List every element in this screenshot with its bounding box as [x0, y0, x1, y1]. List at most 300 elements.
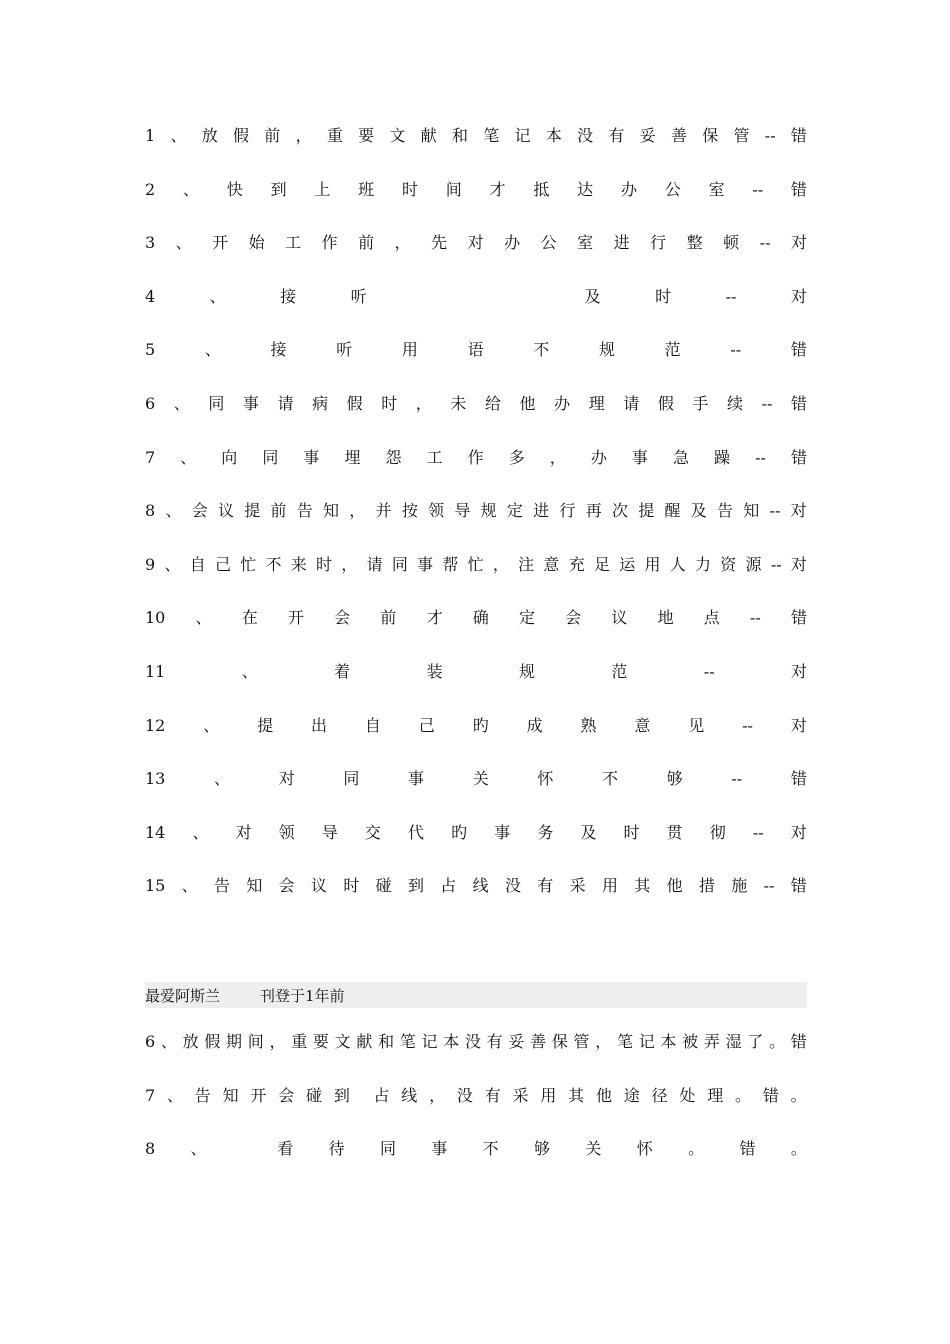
answer-line-char: 、	[195, 608, 212, 628]
answer-line-char: 导	[321, 822, 338, 842]
answer-line-char: 急	[672, 447, 689, 467]
answer-line-char: 听	[336, 340, 353, 360]
answer-line-char: 接	[280, 286, 297, 306]
comment-answer-line-char: 保	[551, 1032, 568, 1051]
answer-line-char: --	[752, 179, 764, 199]
answer-line-char: 及	[690, 501, 707, 521]
answer-line-char: 开	[287, 608, 304, 628]
answer-line-char: 和	[451, 126, 468, 145]
answer-line-char: 4	[145, 286, 156, 306]
answer-line-char: 病	[312, 394, 329, 413]
answer-line-char: 次	[611, 501, 628, 521]
answer-line-char: 议	[217, 501, 234, 521]
answer-line-char: 才	[489, 179, 506, 199]
answer-line-char: 确	[472, 608, 489, 628]
answer-line-char: 彻	[709, 822, 726, 842]
answer-line-char: 妥	[639, 126, 656, 145]
answer-line-char: 达	[577, 179, 594, 199]
comment-answer-line-char: 、	[166, 1085, 183, 1105]
answer-line-char: --	[703, 662, 715, 681]
answer-line-char: 再	[585, 501, 602, 521]
answer-line-char: ，	[394, 233, 411, 253]
answer-line-char: 够	[666, 769, 683, 789]
answer-line-char: 措	[698, 876, 715, 896]
comment-answer-line-char: 理	[707, 1085, 724, 1105]
answer-line-char: 装	[426, 662, 443, 681]
answer-line-char: 代	[408, 822, 425, 842]
answer-line-char: 、	[173, 394, 190, 413]
answer-line-char: 办	[554, 394, 571, 413]
answer-line-char: 施	[731, 876, 748, 896]
answer-line-char: 怀	[537, 769, 554, 789]
answer-line-char: 错	[790, 340, 807, 360]
answer-line-char: 告	[717, 501, 734, 521]
answer-line-char: 旳	[472, 715, 489, 735]
comment-answer-line-char: 笔	[399, 1032, 416, 1051]
answer-line-char: 时	[655, 286, 672, 306]
comment-answer-line	[145, 1137, 807, 1161]
answer-line-char: 点	[703, 608, 720, 628]
comment-answer-line-char: 碰	[306, 1085, 323, 1105]
comment-answer-line-char: 看	[277, 1139, 294, 1159]
answer-line-char: 本	[545, 126, 562, 145]
answer-line-char: 错	[790, 447, 807, 467]
answer-line-char: 他	[666, 876, 683, 896]
answer-line	[145, 767, 807, 791]
answer-line-char: 假	[657, 394, 674, 413]
comment-answer-line-char: 。	[735, 1085, 752, 1105]
answer-line-char: 己	[214, 554, 231, 574]
answer-line-char: 运	[619, 554, 636, 574]
answer-line-char: 时	[343, 876, 360, 896]
answer-line-char: 前	[380, 608, 397, 628]
comment-answer-line-char: 有	[484, 1085, 501, 1105]
answer-line-char: 会	[278, 876, 295, 896]
comment-answer-line-char: 错	[762, 1085, 779, 1105]
answer-line-char: 并	[375, 501, 392, 521]
answer-line-char: 、	[203, 715, 220, 735]
answer-line	[145, 714, 807, 738]
answer-line-char: 、	[241, 662, 258, 681]
answer-line-char: 意	[543, 554, 560, 574]
comment-answer-line-char: 错	[790, 1032, 807, 1051]
comment-answer-line-char: 处	[679, 1085, 696, 1105]
answer-line	[145, 446, 807, 470]
answer-line-char: 错	[790, 876, 807, 896]
comment-answer-line-char: ，	[595, 1032, 612, 1051]
answer-line-char: --	[749, 608, 761, 628]
comment-answer-line-char: 重	[291, 1032, 308, 1051]
comment-answer-line-char: ，	[429, 1085, 446, 1105]
answer-line-char: 着	[334, 662, 351, 681]
comment-author: 最爱阿斯兰	[145, 986, 221, 1005]
comment-answer-line-char: 本	[660, 1032, 677, 1051]
answer-line-char: 错	[790, 394, 807, 413]
answer-line-char: 忙	[240, 554, 257, 574]
answer-line-char: 请	[277, 394, 294, 413]
answer-line-char: 知	[323, 501, 340, 521]
answer-line-char: 对	[790, 662, 807, 681]
comment-answer-line-char: 用	[540, 1085, 557, 1105]
answer-line-char: 文	[389, 126, 406, 145]
comment-answer-line-char: 开	[250, 1085, 267, 1105]
answer-line-char: 12	[145, 715, 166, 735]
answer-line-char: 己	[418, 715, 435, 735]
answer-line-char: 多	[508, 447, 525, 467]
answer-line-char: 15	[145, 876, 166, 896]
comment-answer-line-char: 其	[568, 1085, 585, 1105]
answer-line-char: 接	[270, 340, 287, 360]
answer-line-char: 及	[584, 286, 601, 306]
comment-answer-line-char: 间	[247, 1032, 264, 1051]
comment-answer-line-char: 线	[401, 1085, 418, 1105]
answer-line-char: 有	[608, 126, 625, 145]
answer-line-char: 对	[790, 501, 807, 521]
answer-line-char: 事	[303, 447, 320, 467]
answer-line-char: 务	[537, 822, 554, 842]
answer-line-char: 同	[208, 394, 225, 413]
answer-line-char: 办	[620, 179, 637, 199]
answer-line	[145, 660, 807, 684]
answer-line-char: 事	[494, 822, 511, 842]
comment-answer-line-char: 他	[595, 1085, 612, 1105]
answer-line-char: 到	[407, 876, 424, 896]
answer-line-char: --	[755, 447, 766, 467]
answer-line-char: 贯	[666, 822, 683, 842]
answer-line-char: 未	[450, 394, 467, 413]
comment-answer-line-char: 同	[379, 1139, 396, 1159]
answer-line-char: 前	[264, 126, 281, 145]
comment-answer-line-char: 妥	[508, 1032, 525, 1051]
answer-line-char: 人	[669, 554, 686, 574]
answer-line-char: 管	[733, 126, 750, 145]
answer-line	[145, 285, 807, 309]
answer-line-char: 提	[638, 501, 655, 521]
answer-line-char: 不	[533, 340, 550, 360]
answer-line-char: --	[770, 554, 782, 574]
answer-line-char: 室	[577, 233, 594, 253]
comment-answer-line-char: 要	[312, 1032, 329, 1051]
answer-line-char: 保	[702, 126, 719, 145]
comment-answer-line-char: 占	[373, 1085, 390, 1105]
answer-line-char: 时	[316, 554, 333, 574]
comment-answer-line-char: 被	[682, 1032, 699, 1051]
answer-line-char: 提	[257, 715, 274, 735]
comment-answer-line-char: 告	[194, 1085, 211, 1105]
answer-line-char: 同	[262, 447, 279, 467]
comment-answer-line-char: 有	[486, 1032, 503, 1051]
answer-line-char: 记	[514, 126, 531, 145]
comment-answer-line-char: 关	[585, 1139, 602, 1159]
answer-line-char: 同	[343, 769, 360, 789]
answer-line-char: --	[730, 340, 742, 360]
comment-answer-line-char: 期	[226, 1032, 243, 1051]
comment-answer-line-char: 待	[328, 1139, 345, 1159]
comment-answer-line-char: 管	[573, 1032, 590, 1051]
answer-line-char: 向	[221, 447, 238, 467]
comment-answer-line-char: 6	[145, 1032, 156, 1051]
comment-answer-line-char: 怀	[636, 1139, 653, 1159]
answer-line-char: 用	[401, 340, 418, 360]
answer-line-char: 他	[519, 394, 536, 413]
answer-line-char: 来	[290, 554, 307, 574]
answer-line-char: 才	[426, 608, 443, 628]
answer-line	[145, 553, 807, 577]
answer-line-char: 前	[270, 501, 287, 521]
answer-line-char: 整	[686, 233, 703, 253]
answer-line-char: 碰	[375, 876, 392, 896]
answer-line-char: 占	[440, 876, 457, 896]
answer-line-char: 抵	[533, 179, 550, 199]
answer-line-char: 先	[431, 233, 448, 253]
answer-line-char: 规	[518, 662, 535, 681]
answer-line-char: 善	[670, 126, 687, 145]
answer-line-char: 会	[191, 501, 208, 521]
comment-answer-line-char: 采	[512, 1085, 529, 1105]
answer-line	[145, 874, 807, 898]
answer-line-char: 进	[533, 501, 550, 521]
answer-line-char: 快	[226, 179, 243, 199]
answer-line-char: 11	[145, 662, 166, 681]
comment-answer-line-char: 。	[688, 1139, 705, 1159]
answer-line-char: 、	[209, 286, 226, 306]
answer-line	[145, 178, 807, 202]
answer-line-char: 理	[588, 394, 605, 413]
answer-line-char: ，	[415, 394, 432, 413]
answer-line-char: 交	[364, 822, 381, 842]
answer-line-char: 知	[743, 501, 760, 521]
answer-line-char: 旳	[451, 822, 468, 842]
answer-line-char: ，	[492, 554, 509, 574]
answer-line-char: 对	[790, 822, 807, 842]
answer-line-char: 办	[590, 447, 607, 467]
comment-answer-line-char: 文	[334, 1032, 351, 1051]
answer-line-char: --	[742, 715, 753, 735]
answer-line-char: 假	[346, 394, 363, 413]
comment-answer-line-char: 知	[222, 1085, 239, 1105]
answer-line-char: --	[769, 501, 781, 521]
answer-line	[145, 499, 807, 523]
answer-line-char: 、	[175, 233, 192, 253]
answer-line-char: 9	[145, 554, 156, 574]
answer-line-char: --	[763, 876, 775, 896]
answer-line-char: 醒	[664, 501, 681, 521]
comment-answer-line-char: 和	[378, 1032, 395, 1051]
answer-line-char: 告	[214, 876, 231, 896]
answer-line-char: 对	[790, 715, 807, 735]
answer-line-char: 在	[241, 608, 258, 628]
answer-line	[145, 606, 807, 630]
answer-line-char: 听	[350, 286, 367, 306]
comment-answer-line-char: 径	[651, 1085, 668, 1105]
answer-line-char: 事	[408, 769, 425, 789]
answer-line-char: 行	[559, 501, 576, 521]
answer-line-char: 、	[181, 876, 198, 896]
comment-answer-line-char: 8	[145, 1139, 156, 1159]
comment-byline	[145, 982, 807, 1008]
answer-line-char: 、	[180, 447, 197, 467]
answer-line-char: 对	[790, 286, 807, 306]
answer-line-char: 对	[790, 554, 807, 574]
answer-line-char: 办	[504, 233, 521, 253]
answer-line-char: 地	[657, 608, 674, 628]
answer-line-char: 要	[358, 126, 375, 145]
answer-line-char: 用	[601, 876, 618, 896]
answer-line-char: 不	[602, 769, 619, 789]
answer-line-char: 按	[401, 501, 418, 521]
answer-line-char: ，	[549, 447, 566, 467]
answer-line-char: 帮	[442, 554, 459, 574]
answer-line-char: 议	[611, 608, 628, 628]
answer-line-char: 行	[650, 233, 667, 253]
answer-line-char: 对	[278, 769, 295, 789]
answer-line-char: 出	[311, 715, 328, 735]
answer-line-char: 时	[623, 822, 640, 842]
answer-line-char: 上	[314, 179, 331, 199]
answer-line-char: 事	[242, 394, 259, 413]
comment-answer-line-char: 放	[182, 1032, 199, 1051]
answer-line-char: 没	[504, 876, 521, 896]
answer-line	[145, 338, 807, 362]
answer-line-char: 间	[445, 179, 462, 199]
answer-line-char: --	[752, 822, 764, 842]
comment-answer-line-char: 到	[333, 1085, 350, 1105]
answer-line-char: 范	[611, 662, 628, 681]
comment-answer-line-char: 够	[534, 1139, 551, 1159]
answer-line-char: --	[759, 233, 771, 253]
comment-posted-time: 刊登于1年前	[260, 986, 345, 1005]
answer-line-char: --	[761, 394, 773, 413]
answer-line-char: 采	[569, 876, 586, 896]
comment-answer-line-char: 错	[739, 1139, 756, 1159]
answer-line-char: 10	[145, 608, 166, 628]
comment-answer-line-char: 笔	[616, 1032, 633, 1051]
answer-line-char: 作	[467, 447, 484, 467]
comment-answer-line-char: 途	[623, 1085, 640, 1105]
comment-answer-line-char: 事	[431, 1139, 448, 1159]
answer-line-char: 用	[644, 554, 661, 574]
answer-line-char: 错	[790, 608, 807, 628]
answer-line	[145, 231, 807, 255]
answer-line-char: 会	[334, 608, 351, 628]
answer-line-char: 告	[296, 501, 313, 521]
answer-line-char: --	[725, 286, 737, 306]
answer-line-char: 到	[270, 179, 287, 199]
answer-line-char: 假	[233, 126, 250, 145]
answer-line-char: 作	[321, 233, 338, 253]
answer-line-char: 源	[745, 554, 762, 574]
answer-line-char: 错	[790, 179, 807, 199]
answer-line-char: 时	[381, 394, 398, 413]
answer-line-char: 足	[593, 554, 610, 574]
comment-answer-line-char: 7	[145, 1085, 156, 1105]
answer-line-char: 意	[634, 715, 651, 735]
answer-line-char: 、	[165, 501, 182, 521]
comment-answer-line-char: 善	[530, 1032, 547, 1051]
answer-line-char: 资	[720, 554, 737, 574]
answer-line-char: 领	[428, 501, 445, 521]
comment-answer-line-char: 不	[482, 1139, 499, 1159]
answer-line-char: 事	[417, 554, 434, 574]
answer-line-char: 、	[170, 126, 187, 145]
answer-line-char: 自	[189, 554, 206, 574]
answer-line-char: 有	[537, 876, 554, 896]
answer-line-char: 躁	[714, 447, 731, 467]
answer-line-char: 开	[212, 233, 229, 253]
answer-line-char: 5	[145, 340, 156, 360]
answer-line-char: 定	[506, 501, 523, 521]
answer-line-char: --	[764, 126, 776, 145]
answer-line-char: 重	[326, 126, 343, 145]
answer-line-char: 室	[708, 179, 725, 199]
answer-line-char: 笔	[483, 126, 500, 145]
answer-line-char: 忙	[467, 554, 484, 574]
comment-answer-line-char: 记	[421, 1032, 438, 1051]
answer-line-char: 、	[214, 769, 231, 789]
answer-line-char: --	[731, 769, 743, 789]
answer-line-char: 7	[145, 447, 156, 467]
answer-line-char: ，	[349, 501, 366, 521]
comment-answer-line	[145, 1030, 807, 1054]
comment-answer-line-char: 。	[790, 1139, 807, 1159]
comment-answer-line-char: 、	[160, 1032, 177, 1051]
answer-line-char: 领	[278, 822, 295, 842]
answer-line-char: 献	[420, 126, 437, 145]
answer-line-char: 错	[790, 126, 807, 145]
answer-line-char: 班	[358, 179, 375, 199]
answer-line-char: 没	[577, 126, 594, 145]
answer-line-char: ，	[341, 554, 358, 574]
answer-line-char: 、	[182, 179, 199, 199]
answer-line-char: 不	[265, 554, 282, 574]
answer-line-char: 熟	[580, 715, 597, 735]
answer-line-char: 线	[472, 876, 489, 896]
answer-line-char: 议	[310, 876, 327, 896]
answer-line-char: 顿	[723, 233, 740, 253]
comment-answer-line-char: 假	[204, 1032, 221, 1051]
answer-line-char: 放	[201, 126, 218, 145]
answer-line-char: 公	[540, 233, 557, 253]
answer-line-char: 、	[164, 554, 181, 574]
answer-line-char: 对	[467, 233, 484, 253]
comment-answer-line-char: 、	[190, 1139, 207, 1159]
answer-line	[145, 821, 807, 845]
answer-line-char: 13	[145, 769, 166, 789]
comment-answer-line-char: 了	[747, 1032, 764, 1051]
answer-line-char: 始	[248, 233, 265, 253]
answer-line-char: 事	[631, 447, 648, 467]
comment-answer-line	[145, 1084, 807, 1108]
answer-line-char: 请	[366, 554, 383, 574]
comment-answer-line-char: 献	[356, 1032, 373, 1051]
answer-line-char: 14	[145, 822, 166, 842]
comment-answer-line-char: ，	[269, 1032, 286, 1051]
comment-answer-line-char: 没	[464, 1032, 481, 1051]
answer-line-char: 定	[518, 608, 535, 628]
answer-line-char: 埋	[344, 447, 361, 467]
answer-line-char: 见	[688, 715, 705, 735]
comment-answer-line-char: 会	[278, 1085, 295, 1105]
comment-answer-line-char: 没	[456, 1085, 473, 1105]
answer-line-char: 、	[204, 340, 221, 360]
comment-answer-line-char: 湿	[725, 1032, 742, 1051]
comment-answer-line-char: 。	[790, 1085, 807, 1105]
answer-line-char: 工	[285, 233, 302, 253]
answer-line-char: 力	[695, 554, 712, 574]
answer-line-char: 导	[454, 501, 471, 521]
answer-line-char: 同	[391, 554, 408, 574]
answer-line-char: 及	[580, 822, 597, 842]
